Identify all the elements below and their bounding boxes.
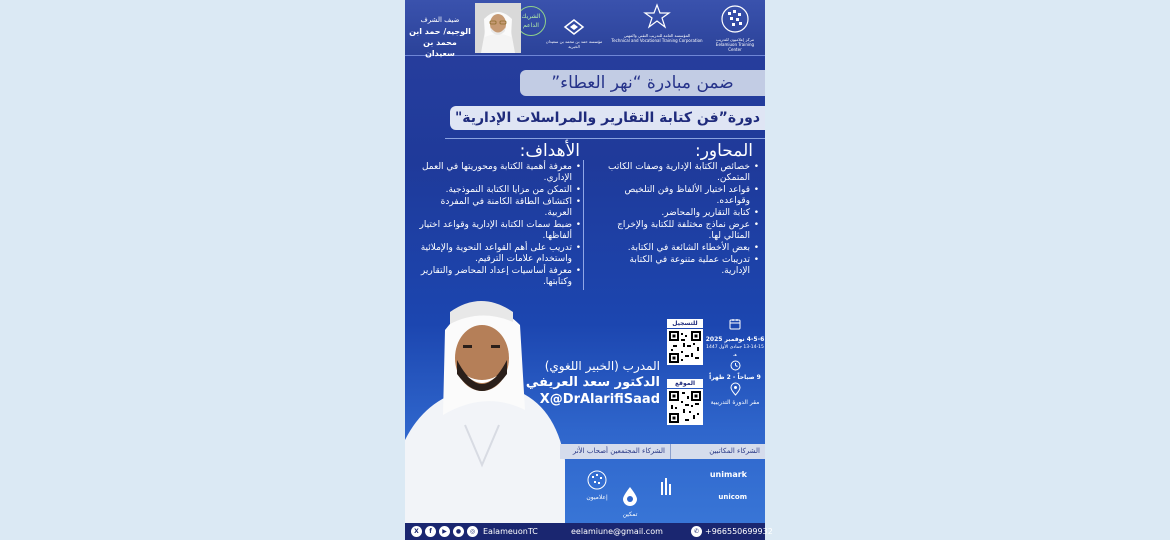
eelamiuon-logo — [709, 4, 761, 52]
partner-name: unicom — [718, 493, 747, 501]
axes-item: • تدريبات عملية متنوعة في الكتابة الإدارية. — [599, 255, 759, 277]
trainer-role: المدرب (الخبير اللغوي) — [544, 359, 660, 373]
calendar-icon — [729, 318, 741, 330]
axes-list — [599, 162, 759, 278]
goals-item: • ضبط سمات الكتابة الإدارية وقواعد اختيار ألفاظها. — [411, 220, 581, 242]
partner-logo-tamkeen — [620, 485, 640, 518]
guest-of-honor — [407, 15, 473, 59]
guest-name: الوجيه/ حمد ابن محمد بن سعيدان — [409, 27, 471, 58]
guest-portrait — [475, 3, 521, 53]
star-icon — [644, 4, 670, 30]
qr-code-icon — [669, 331, 701, 363]
partner-logo-bars — [660, 474, 674, 496]
axes-item: • كتابة التقارير والمحاضر. — [599, 208, 759, 219]
goals-item: • اكتشاف الطاقة الكامنة في المفردة العربية. — [411, 197, 581, 219]
qr-code-icon — [669, 391, 701, 423]
org1-name-en: Eelamiuon Training Center — [715, 42, 755, 52]
guest-photo — [475, 3, 521, 53]
course-venue: مقر الدورة التدريبية — [710, 399, 760, 406]
section-divider — [445, 138, 765, 139]
partner-name: unimark — [709, 470, 747, 479]
location-qr-code[interactable] — [667, 389, 703, 425]
foundation-mark-icon — [563, 18, 585, 36]
trainer-handle[interactable]: X@DrAlarifiSaad — [539, 392, 660, 407]
clock-icon — [730, 360, 741, 371]
org2-name: المؤسسة العامة للتدريب التقني والمهني — [623, 33, 691, 38]
globe-icon — [584, 470, 610, 490]
globe-icon — [720, 4, 750, 34]
goals-item: • معرفة أهمية الكتابة ومحوريتها في العمل الإداري. — [411, 162, 581, 184]
instagram-icon[interactable]: ◎ — [467, 526, 478, 537]
poster-header — [405, 0, 765, 56]
course-title: دورة”فن كتابة التقارير والمراسلات الإدارية" — [450, 106, 765, 130]
poster-footer — [405, 523, 773, 540]
axes-item: • قواعد اختيار الألفاظ وفن التلخيص وقواعده. — [599, 185, 759, 207]
course-date-hijri: 13-14-15 جمادى الأول 1447 هـ — [706, 345, 764, 358]
trainer-name: الدكتور سعد العريفي — [525, 375, 660, 390]
initiative-banner: ضمن مبادرة “نهر العطاء” — [520, 70, 765, 96]
course-poster — [405, 0, 773, 540]
partner-name: إعلاميون — [586, 494, 608, 501]
axes-item: • خصائص الكتابة الإدارية وصفات الكاتب المتمكن. — [599, 162, 759, 184]
org1-name: مركز إعلاميون للتدريب — [715, 37, 755, 42]
guest-label: ضيف الشرف — [420, 16, 460, 24]
location-label: الموقع — [667, 379, 703, 388]
bars-icon — [660, 474, 674, 496]
register-label: للتسجيل — [667, 319, 703, 328]
goals-list — [411, 162, 581, 289]
axes-item: • بعض الأخطاء الشائعة في الكتابة. — [599, 243, 759, 254]
register-qr-code[interactable] — [667, 329, 703, 365]
tvtc-logo — [611, 4, 703, 52]
partners-divider — [670, 444, 671, 459]
goals-item: • معرفة أساسيات إعداد المحاضر والتقارير وكتابتها. — [411, 266, 581, 288]
footer-social[interactable]: EalameuonTC — [483, 527, 538, 536]
partner-logos — [560, 460, 765, 522]
org2-name-en: Technical and Vocational Training Corporation — [611, 38, 703, 43]
goals-item: • التمكن من مزايا الكتابة النموذجية. — [411, 185, 581, 196]
trainer-info — [510, 359, 660, 408]
partner-logo-eelamiuon — [584, 470, 610, 500]
drop-icon — [620, 485, 640, 507]
partner-name: تمكين — [622, 511, 638, 518]
course-date: 4-5-6 نوفمبر 2025 — [705, 336, 765, 343]
axes-heading: المحاور: — [694, 141, 753, 161]
footer-email[interactable]: eelamiune@gmail.com — [571, 527, 663, 536]
course-time: 9 صباحاً - 2 ظهراً — [709, 374, 761, 381]
success-partners-label: الشركاء المكاتبين — [709, 447, 760, 455]
x-icon[interactable]: X — [411, 526, 422, 537]
location-pin-icon — [730, 383, 741, 396]
axes-item: • عرض نماذج مختلفة للكتابة والإخراج المثالي لها. — [599, 220, 759, 242]
support-partner-badge: الشريك الداعم — [516, 6, 546, 36]
saidan-foundation-logo — [541, 18, 607, 66]
org3-name: مؤسسة حمد بن محمد بن سعيدان الخيرية — [545, 39, 603, 49]
youtube-icon[interactable]: ▶ — [439, 526, 450, 537]
facebook-icon[interactable]: f — [425, 526, 436, 537]
partners-bar — [560, 444, 765, 459]
whatsapp-icon[interactable]: ✆ — [691, 526, 702, 537]
snapchat-icon[interactable]: ● — [453, 526, 464, 537]
column-separator — [583, 160, 584, 290]
goals-item: • تدريب على أهم القواعد النحوية والإملائية واستخدام علامات الترقيم. — [411, 243, 581, 265]
footer-phone[interactable]: +966550699932 — [705, 527, 773, 536]
goals-heading: الأهداف: — [519, 141, 580, 161]
community-partners-label: الشركاء المجتمعين أصحاب الأثر — [572, 447, 665, 455]
